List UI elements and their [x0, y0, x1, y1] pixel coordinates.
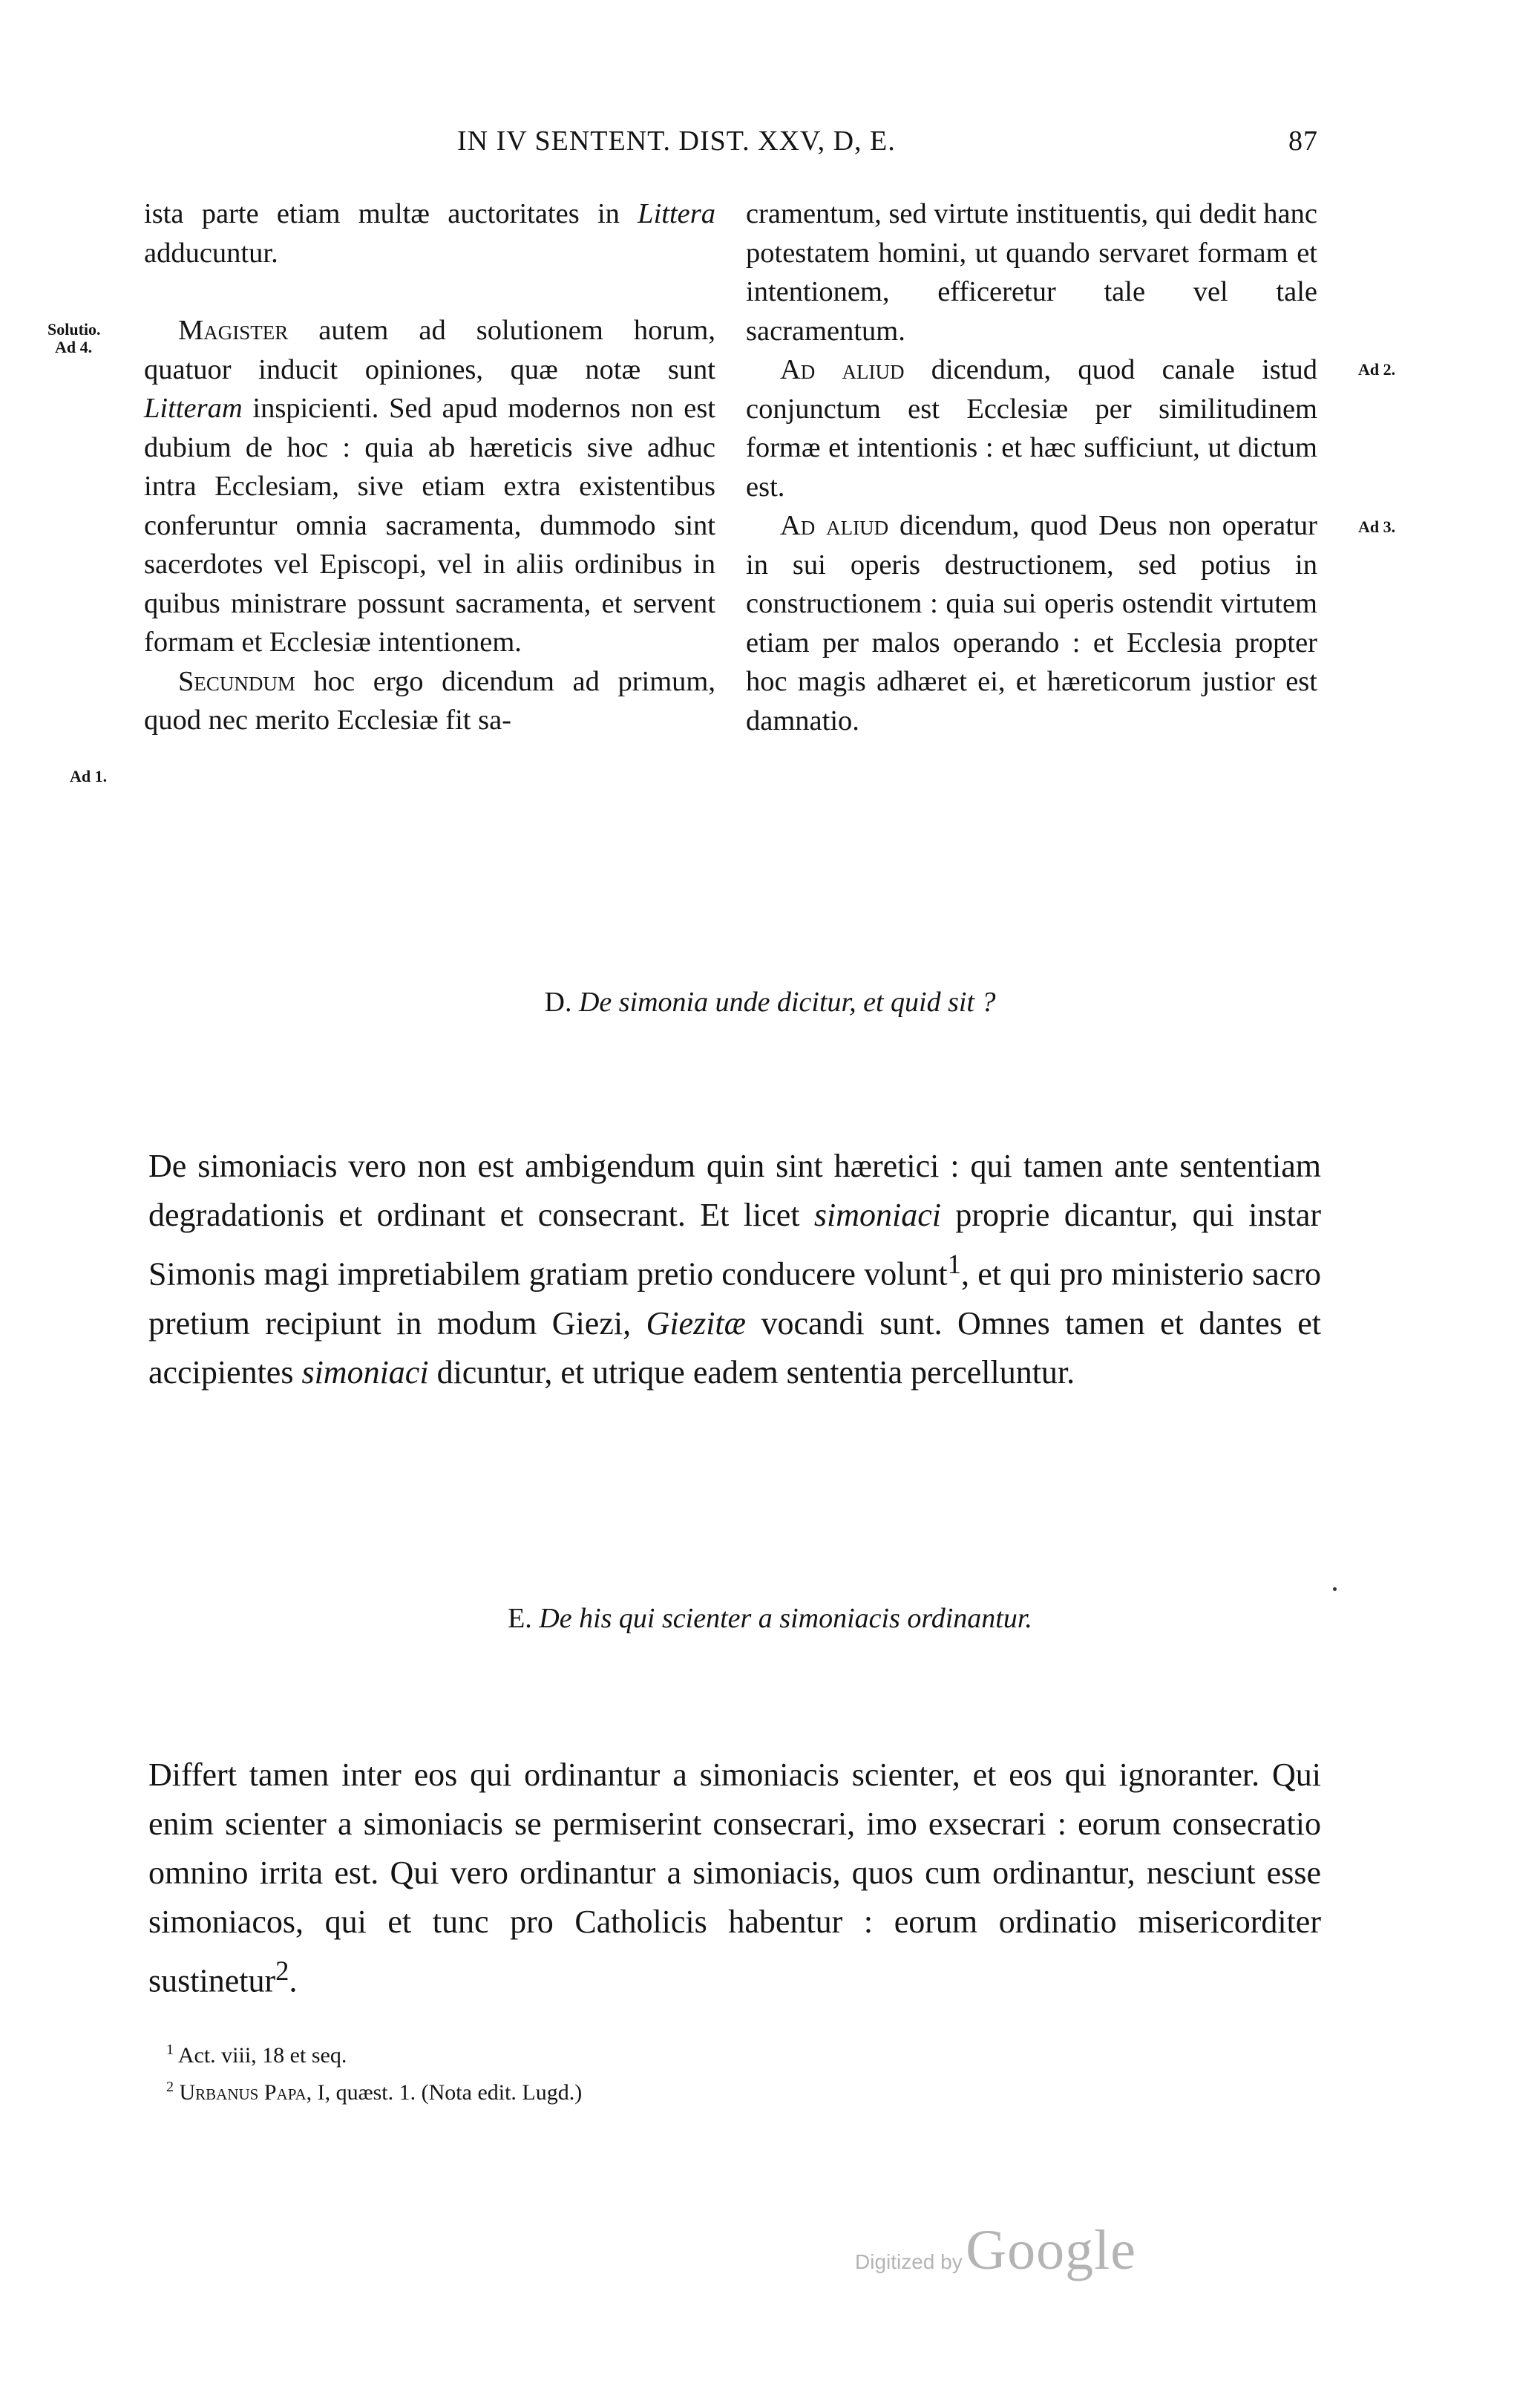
right-column [746, 195, 1317, 740]
section-e-body: Differt tamen inter eos qui ordinantur a simoniacis scienter, et eos qui ignoranter. Qui enim scienter a simoniacis se permiserint consecrari, imo exsecrari : eorum consecratio omnino irrita est. Qui vero ordinantur a simoniacis, quos cum ordinantur, nesciunt esse simoniacos, qui et tunc pro Catholicis habentur : eorum ordinatio misericorditer sustinetur$^2$. [148, 1757, 1321, 1999]
stray-mark [1333, 1587, 1337, 1591]
digitized-watermark: Digitized by Google [855, 2219, 1136, 2281]
footnote-1: $^1$ Act. viii, 18 et seq. [166, 2042, 347, 2068]
left-paragraph-2: Magister autem ad solutionem horum, quatuor inducit opiniones, quæ notæ sunt Litteram inspicienti. Sed apud modernos non est dubium de hoc : quia ab hæreticis sive adhuc intra Ecclesiam, sive etiam extra existentibus conferuntur omnia sacramenta, dummodo sint sacerdotes vel Episcopi, vel in aliis ordinibus in quibus ministrare possunt sacramenta, et servent formam et Ecclesiæ intentionem. [144, 315, 715, 658]
margin-note-ad-3: Ad 3. [1358, 517, 1396, 536]
right-paragraph-3: Ad aliud dicendum, quod Deus non operatur in sui operis destructionem, sed potius in constructionem : quia sui operis ostendit virtutem etiam per malos operando : et Ecclesia propter hoc magis adhæret ei, et hæreticorum justior est damnatio. [746, 510, 1317, 736]
margin-note-ad-2: Ad 2. [1358, 360, 1396, 379]
running-title: IN IV SENTENT. DIST. XXV, D, E. [457, 125, 896, 157]
section-d-body: De simoniacis vero non est ambigendum quin sint hæretici : qui tamen ante sententiam degradationis et ordinant et consecrant. Et licet simoniaci proprie dicantur, qui instar Simonis magi impretiabilem gratiam pretio conducere volunt$^1$, et qui pro ministerio sacro pretium recipiunt in modum Giezi, Giezitæ vocandi sunt. Omnes tamen et dantes et accipientes simoniaci dicuntur, et utrique eadem sententia percelluntur. [148, 1148, 1322, 1391]
section-d-heading: D. De simonia unde dicitur, et quid sit ? [544, 987, 996, 1018]
margin-note-ad-4: Ad 4. [55, 338, 93, 356]
margin-note-ad-1: Ad 1. [70, 767, 108, 785]
footnotes [166, 2034, 582, 2108]
section-e-heading: E. De his qui scienter a simoniacis ordinantur. [508, 1603, 1032, 1634]
margin-note-solutio: Solutio. [47, 320, 101, 339]
footnote-2: $^2$ Urbanus Papa, I, quæst. 1. (Nota edit. Lugd.) [166, 2079, 583, 2105]
right-paragraph-2: Ad aliud dicendum, quod canale istud conjunctum est Ecclesiæ per similitudinem formæ et intentionis : et hæc sufficiunt, ut dictum est. [746, 354, 1317, 503]
left-paragraph-1: ista parte etiam multæ auctoritates in Littera adducuntur. [144, 198, 715, 269]
page-header [457, 125, 1318, 162]
page-number: 87 [1288, 125, 1318, 157]
right-paragraph-1: cramentum, sed virtute instituentis, qui dedit hanc potestatem homini, ut quando servaret formam et intentionem, efficeretur tale vel tale sacramentum. [746, 198, 1317, 347]
footnote-mark-1: 1 [947, 1249, 961, 1279]
left-paragraph-3: Secundum hoc ergo dicendum ad primum, quod nec merito Ecclesiæ fit sa- [144, 665, 716, 736]
google-logo: Google [966, 2219, 1136, 2281]
left-column [144, 195, 715, 740]
footnote-mark-2: 2 [275, 1955, 289, 1986]
